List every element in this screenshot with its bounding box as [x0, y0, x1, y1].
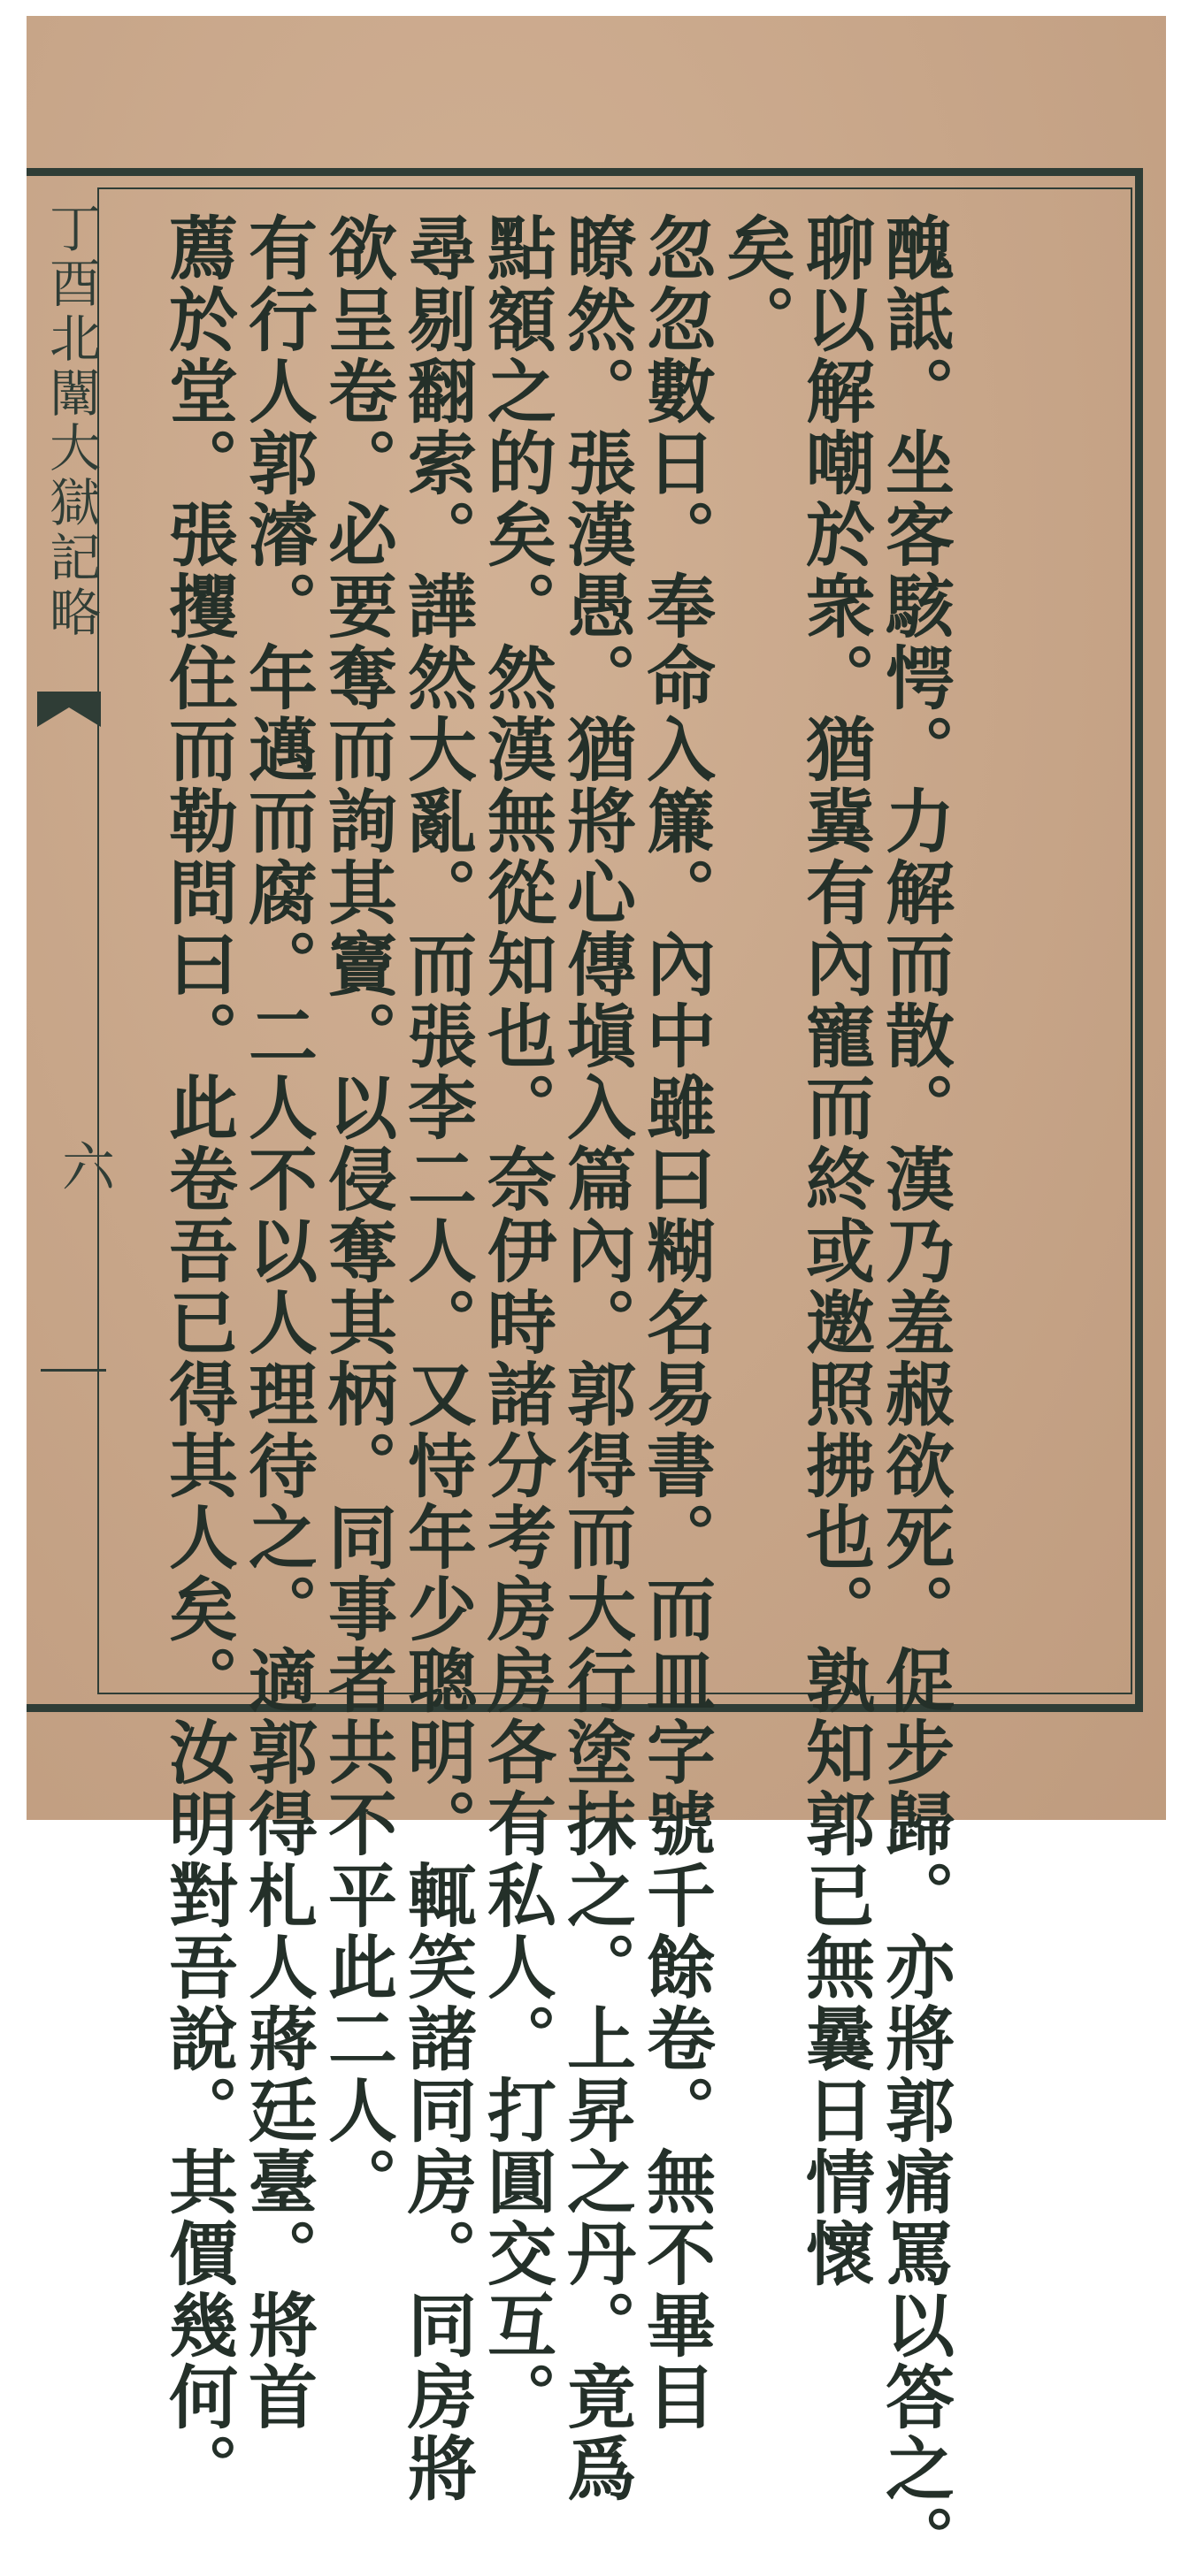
text-column-4: 忽忽數日。奉命入簾。內中雖曰糊名易書。而皿字號千餘卷。無不畢目: [635, 212, 716, 2433]
text-column-7: 尋剔翻索。譁然大亂。而張李二人。又恃年少聰明。輒笑諸同房。同房將: [396, 212, 477, 2504]
text-column-5: 瞭然。張漢愚。猶將心傳塡入篇內。郭得而大行塗抹之。上昇之丹。竟爲: [556, 212, 636, 2504]
text-column-6: 點額之的矣。然漢無從知也。奈伊時諸分考房房各有私人。打圓交互。: [476, 212, 556, 2433]
margin-book-title: 丁酉北闈大獄記略: [41, 202, 101, 640]
text-column-2: 聊以解嘲於衆。猶冀有內寵而終或邀照拂也。孰知郭已無曩日情懷: [794, 212, 875, 2289]
margin-top-rule: [27, 168, 106, 176]
text-column-1: 醜詆。坐客駭愕。力解而散。漢乃羞赧欲死。促步歸。亦將郭痛罵以答之。: [874, 212, 955, 2576]
margin-bottom-rule: [27, 1704, 106, 1712]
page-number: 六: [53, 1139, 115, 1192]
main-text: [157, 212, 955, 2576]
text-column-8: 欲呈卷。必要奪而詢其竇。以侵奪其柄。同事者共不平此二人。: [317, 212, 397, 2218]
text-column-3: 矣。: [715, 212, 795, 355]
text-column-9: 有行人郭濬。年邁而腐。二人不以人理待之。適郭得札人蔣廷臺。將首: [237, 212, 318, 2433]
text-column-10: 薦於堂。張攫住而勒問曰。此卷吾已得其人矣。汝明對吾說。其價幾何。: [157, 212, 238, 2504]
margin-page-rule: [41, 1369, 106, 1372]
